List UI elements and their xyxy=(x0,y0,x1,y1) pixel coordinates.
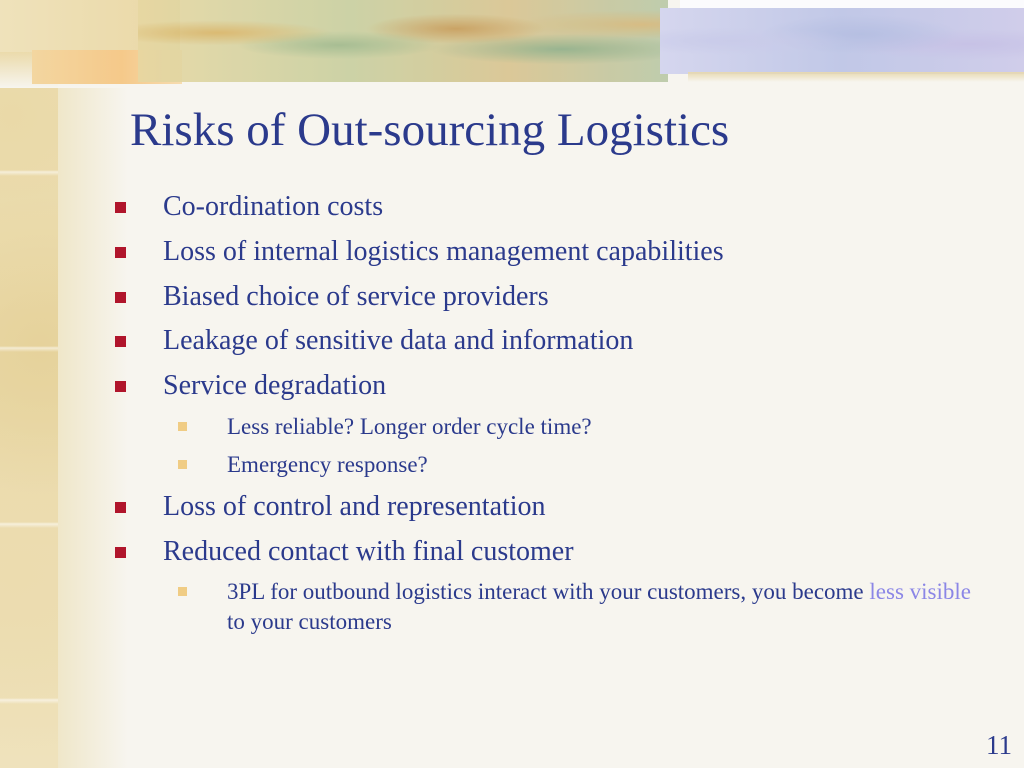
bullet-text: Loss of control and representation xyxy=(163,491,546,522)
sub-bullet-text-part: 3PL for outbound logistics interact with your customers, you become xyxy=(227,579,870,604)
bullet-text: Service degradation xyxy=(163,370,387,401)
bullet-text: Co-ordination costs xyxy=(163,191,384,222)
square-sub-bullet-icon xyxy=(178,587,187,596)
page-number: 11 xyxy=(986,730,1012,760)
sub-bullet-text: Less reliable? Longer order cycle time? xyxy=(227,414,592,439)
bullet-text: Biased choice of service providers xyxy=(163,281,549,312)
sub-bullet-text-part: to your customers xyxy=(227,609,392,634)
square-bullet-icon xyxy=(115,202,126,213)
bullet-text: Loss of internal logistics management capabilities xyxy=(163,236,724,267)
bullet-text: Reduced contact with final customer xyxy=(163,536,574,567)
square-bullet-icon xyxy=(115,381,126,392)
square-bullet-icon xyxy=(115,292,126,303)
sub-bullet-text xyxy=(227,577,987,637)
square-sub-bullet-icon xyxy=(178,422,187,431)
slide-title: Risks of Out-sourcing Logistics xyxy=(130,104,730,156)
square-bullet-icon xyxy=(115,336,126,347)
square-bullet-icon xyxy=(115,247,126,258)
highlighted-text: less visible xyxy=(869,579,971,604)
square-bullet-icon xyxy=(115,547,126,558)
square-sub-bullet-icon xyxy=(178,460,187,469)
square-bullet-icon xyxy=(115,502,126,513)
sub-bullet-text: Emergency response? xyxy=(227,452,428,477)
bullet-text: Leakage of sensitive data and information xyxy=(163,325,634,356)
